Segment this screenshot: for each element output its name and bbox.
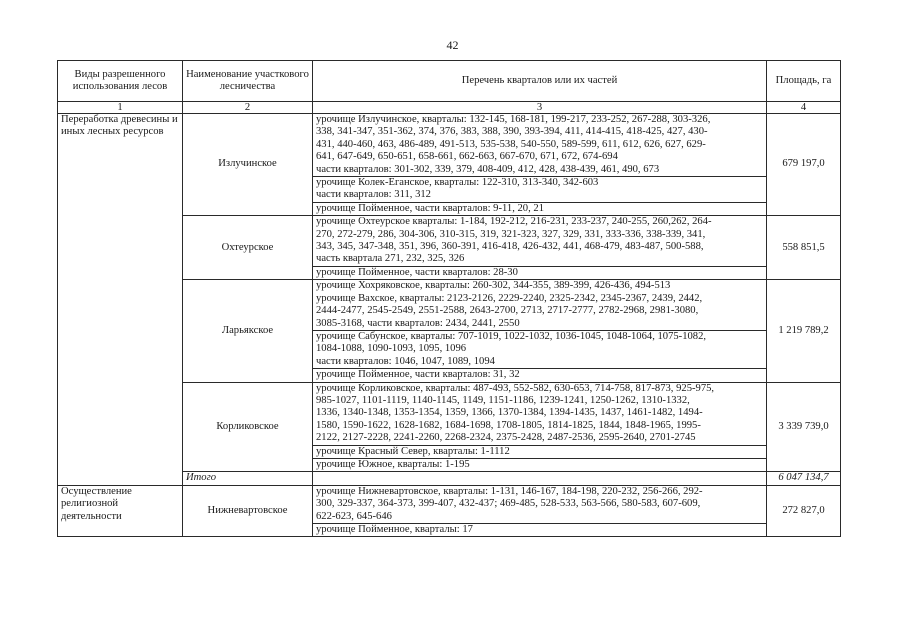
quarter-line: 2444-2477, 2545-2549, 2551-2588, 2643-2700, 2713, 2717-2777, 2782-2968, 2981-3080, xyxy=(316,305,699,317)
quarter-line: части кварталов: 311, 312 xyxy=(316,189,431,201)
quarter-line: урочище Охтеурское кварталы: 1-184, 192-212, 216-231, 233-237, 240-255, 260,262, 264- xyxy=(316,216,712,228)
quarters-list-cell xyxy=(313,280,767,382)
quarter-line: урочище Колек-Еганское, кварталы: 122-310, 313-340, 342-603 xyxy=(316,177,599,189)
quarter-line: урочище Излучинское, кварталы: 132-145, 168-181, 199-217, 233-252, 267-288, 303-326, xyxy=(316,114,711,125)
quarters-list-cell xyxy=(313,485,767,537)
quarter-line: урочище Красный Север, кварталы: 1-1112 xyxy=(316,445,510,457)
quarter-line: урочище Сабунское, кварталы: 707-1019, 1022-1032, 1036-1045, 1048-1064, 1075-1082, xyxy=(316,330,707,342)
forestry-name-cell: Корликовское xyxy=(183,382,313,472)
header-area: Площадь, га xyxy=(767,61,841,102)
quarter-line: 343, 345, 347-348, 351, 396, 360-391, 416-418, 426-432, 441, 468-479, 483-487, 500-588, xyxy=(316,241,704,253)
quarter-block xyxy=(313,369,766,381)
quarter-line: 3085-3168, части кварталов: 2434, 2441, 2550 xyxy=(316,317,520,329)
total-label: Итого xyxy=(183,472,313,485)
forestry-name-cell: Охтеурское xyxy=(183,216,313,280)
page-number: 42 xyxy=(446,38,459,52)
forestry-name-cell: Излучинское xyxy=(183,114,313,216)
header-number-row xyxy=(58,102,841,114)
header-row xyxy=(58,61,841,102)
quarter-line: 1336, 1340-1348, 1353-1354, 1359, 1366, 1370-1384, 1394-1435, 1437, 1461-1482, 1494- xyxy=(316,407,703,419)
quarter-block xyxy=(313,267,766,279)
area-cell: 272 827,0 xyxy=(767,485,841,537)
header-number-3: 3 xyxy=(313,102,767,114)
quarter-line: 985-1027, 1101-1119, 1140-1145, 1149, 1151-1186, 1239-1241, 1250-1262, 1310-1332, xyxy=(316,394,690,406)
quarter-line: 1580, 1590-1622, 1628-1682, 1684-1698, 1708-1805, 1814-1825, 1844, 1848-1965, 1995- xyxy=(316,419,701,431)
area-cell: 679 197,0 xyxy=(767,114,841,216)
quarter-line: часть квартала 271, 232, 325, 326 xyxy=(316,253,465,265)
quarter-line: урочище Хохряковское, кварталы: 260-302, 344-355, 389-399, 426-436, 494-513 xyxy=(316,280,671,292)
quarter-line: 270, 272-279, 286, 304-306, 310-315, 319, 321-323, 327, 329, 331, 333-336, 338-339, 341, xyxy=(316,228,706,240)
quarter-block xyxy=(313,280,766,331)
quarter-line: урочище Вахское, кварталы: 2123-2126, 2229-2240, 2325-2342, 2345-2367, 2439, 2442, xyxy=(316,292,703,304)
quarter-line: 431, 440-460, 463, 486-489, 491-513, 535-538, 540-550, 589-599, 611, 612, 626, 627, 629- xyxy=(316,138,706,150)
quarter-block xyxy=(313,177,766,203)
quarter-block xyxy=(313,114,766,177)
quarters-list-cell xyxy=(313,114,767,216)
quarter-line: части кварталов: 301-302, 339, 379, 408-409, 412, 428, 438-439, 461, 490, 673 xyxy=(316,163,660,175)
area-cell: 558 851,5 xyxy=(767,216,841,280)
quarters-list-cell xyxy=(313,216,767,280)
quarter-line: 641, 647-649, 650-651, 658-661, 662-663, 667-670, 671, 672, 674-694 xyxy=(316,151,618,163)
usage-type-cell: Переработка древесины и иных лесных ресурсов xyxy=(58,114,183,486)
quarter-line: урочище Южное, кварталы: 1-195 xyxy=(316,458,470,470)
quarter-line: 2122, 2127-2228, 2241-2260, 2268-2324, 2375-2428, 2487-2536, 2595-2640, 2701-2745 xyxy=(316,432,696,444)
forestry-name-cell: Ларьякское xyxy=(183,280,313,382)
quarter-line: части кварталов: 1046, 1047, 1089, 1094 xyxy=(316,355,495,367)
quarter-line: урочище Нижневартовское, кварталы: 1-131, 146-167, 184-198, 220-232, 256-266, 292- xyxy=(316,485,703,497)
total-empty-cell xyxy=(313,472,767,485)
quarter-line: урочище Корликовское, кварталы: 487-493, 552-582, 630-653, 714-758, 817-873, 925-975, xyxy=(316,382,715,394)
header-usage: Виды разрешенного использования лесов xyxy=(58,61,183,102)
quarters-list-cell xyxy=(313,382,767,472)
total-value: 6 047 134,7 xyxy=(767,472,841,485)
quarter-line: урочище Пойменное, части кварталов: 28-30 xyxy=(316,266,518,278)
quarter-block xyxy=(313,331,766,369)
forest-usage-table xyxy=(57,60,841,537)
quarter-block xyxy=(313,216,766,267)
quarter-line: 338, 341-347, 351-362, 374, 376, 383, 388, 390, 393-394, 411, 414-415, 418-425, 427, 430- xyxy=(316,126,708,138)
quarter-block xyxy=(313,524,766,536)
header-number-2: 2 xyxy=(183,102,313,114)
forestry-name-cell: Нижневартовское xyxy=(183,485,313,537)
quarter-block xyxy=(313,459,766,471)
header-quarters: Перечень кварталов или их частей xyxy=(313,61,767,102)
quarter-block xyxy=(313,383,766,446)
quarter-line: урочище Пойменное, кварталы: 17 xyxy=(316,524,473,535)
table-row xyxy=(58,485,841,537)
quarter-line: урочище Пойменное, части кварталов: 31, 32 xyxy=(316,369,520,381)
table-row xyxy=(58,114,841,216)
quarter-block xyxy=(313,486,766,524)
header-number-1: 1 xyxy=(58,102,183,114)
quarter-block xyxy=(313,203,766,215)
table-body xyxy=(58,114,841,537)
quarter-line: 1084-1088, 1090-1093, 1095, 1096 xyxy=(316,343,467,355)
usage-type-cell: Осуществление религиозной деятельности xyxy=(58,485,183,537)
quarter-line: 622-623, 645-646 xyxy=(316,510,392,522)
quarter-line: 300, 329-337, 364-373, 399-407, 432-437; 469-485, 528-533, 563-566, 580-583, 607-609, xyxy=(316,498,701,510)
area-cell: 3 339 739,0 xyxy=(767,382,841,472)
header-forestry: Наименование участкового лесничества xyxy=(183,61,313,102)
area-cell: 1 219 789,2 xyxy=(767,280,841,382)
header-number-4: 4 xyxy=(767,102,841,114)
quarter-line: урочище Пойменное, части кварталов: 9-11, 20, 21 xyxy=(316,202,544,214)
quarter-block xyxy=(313,446,766,459)
